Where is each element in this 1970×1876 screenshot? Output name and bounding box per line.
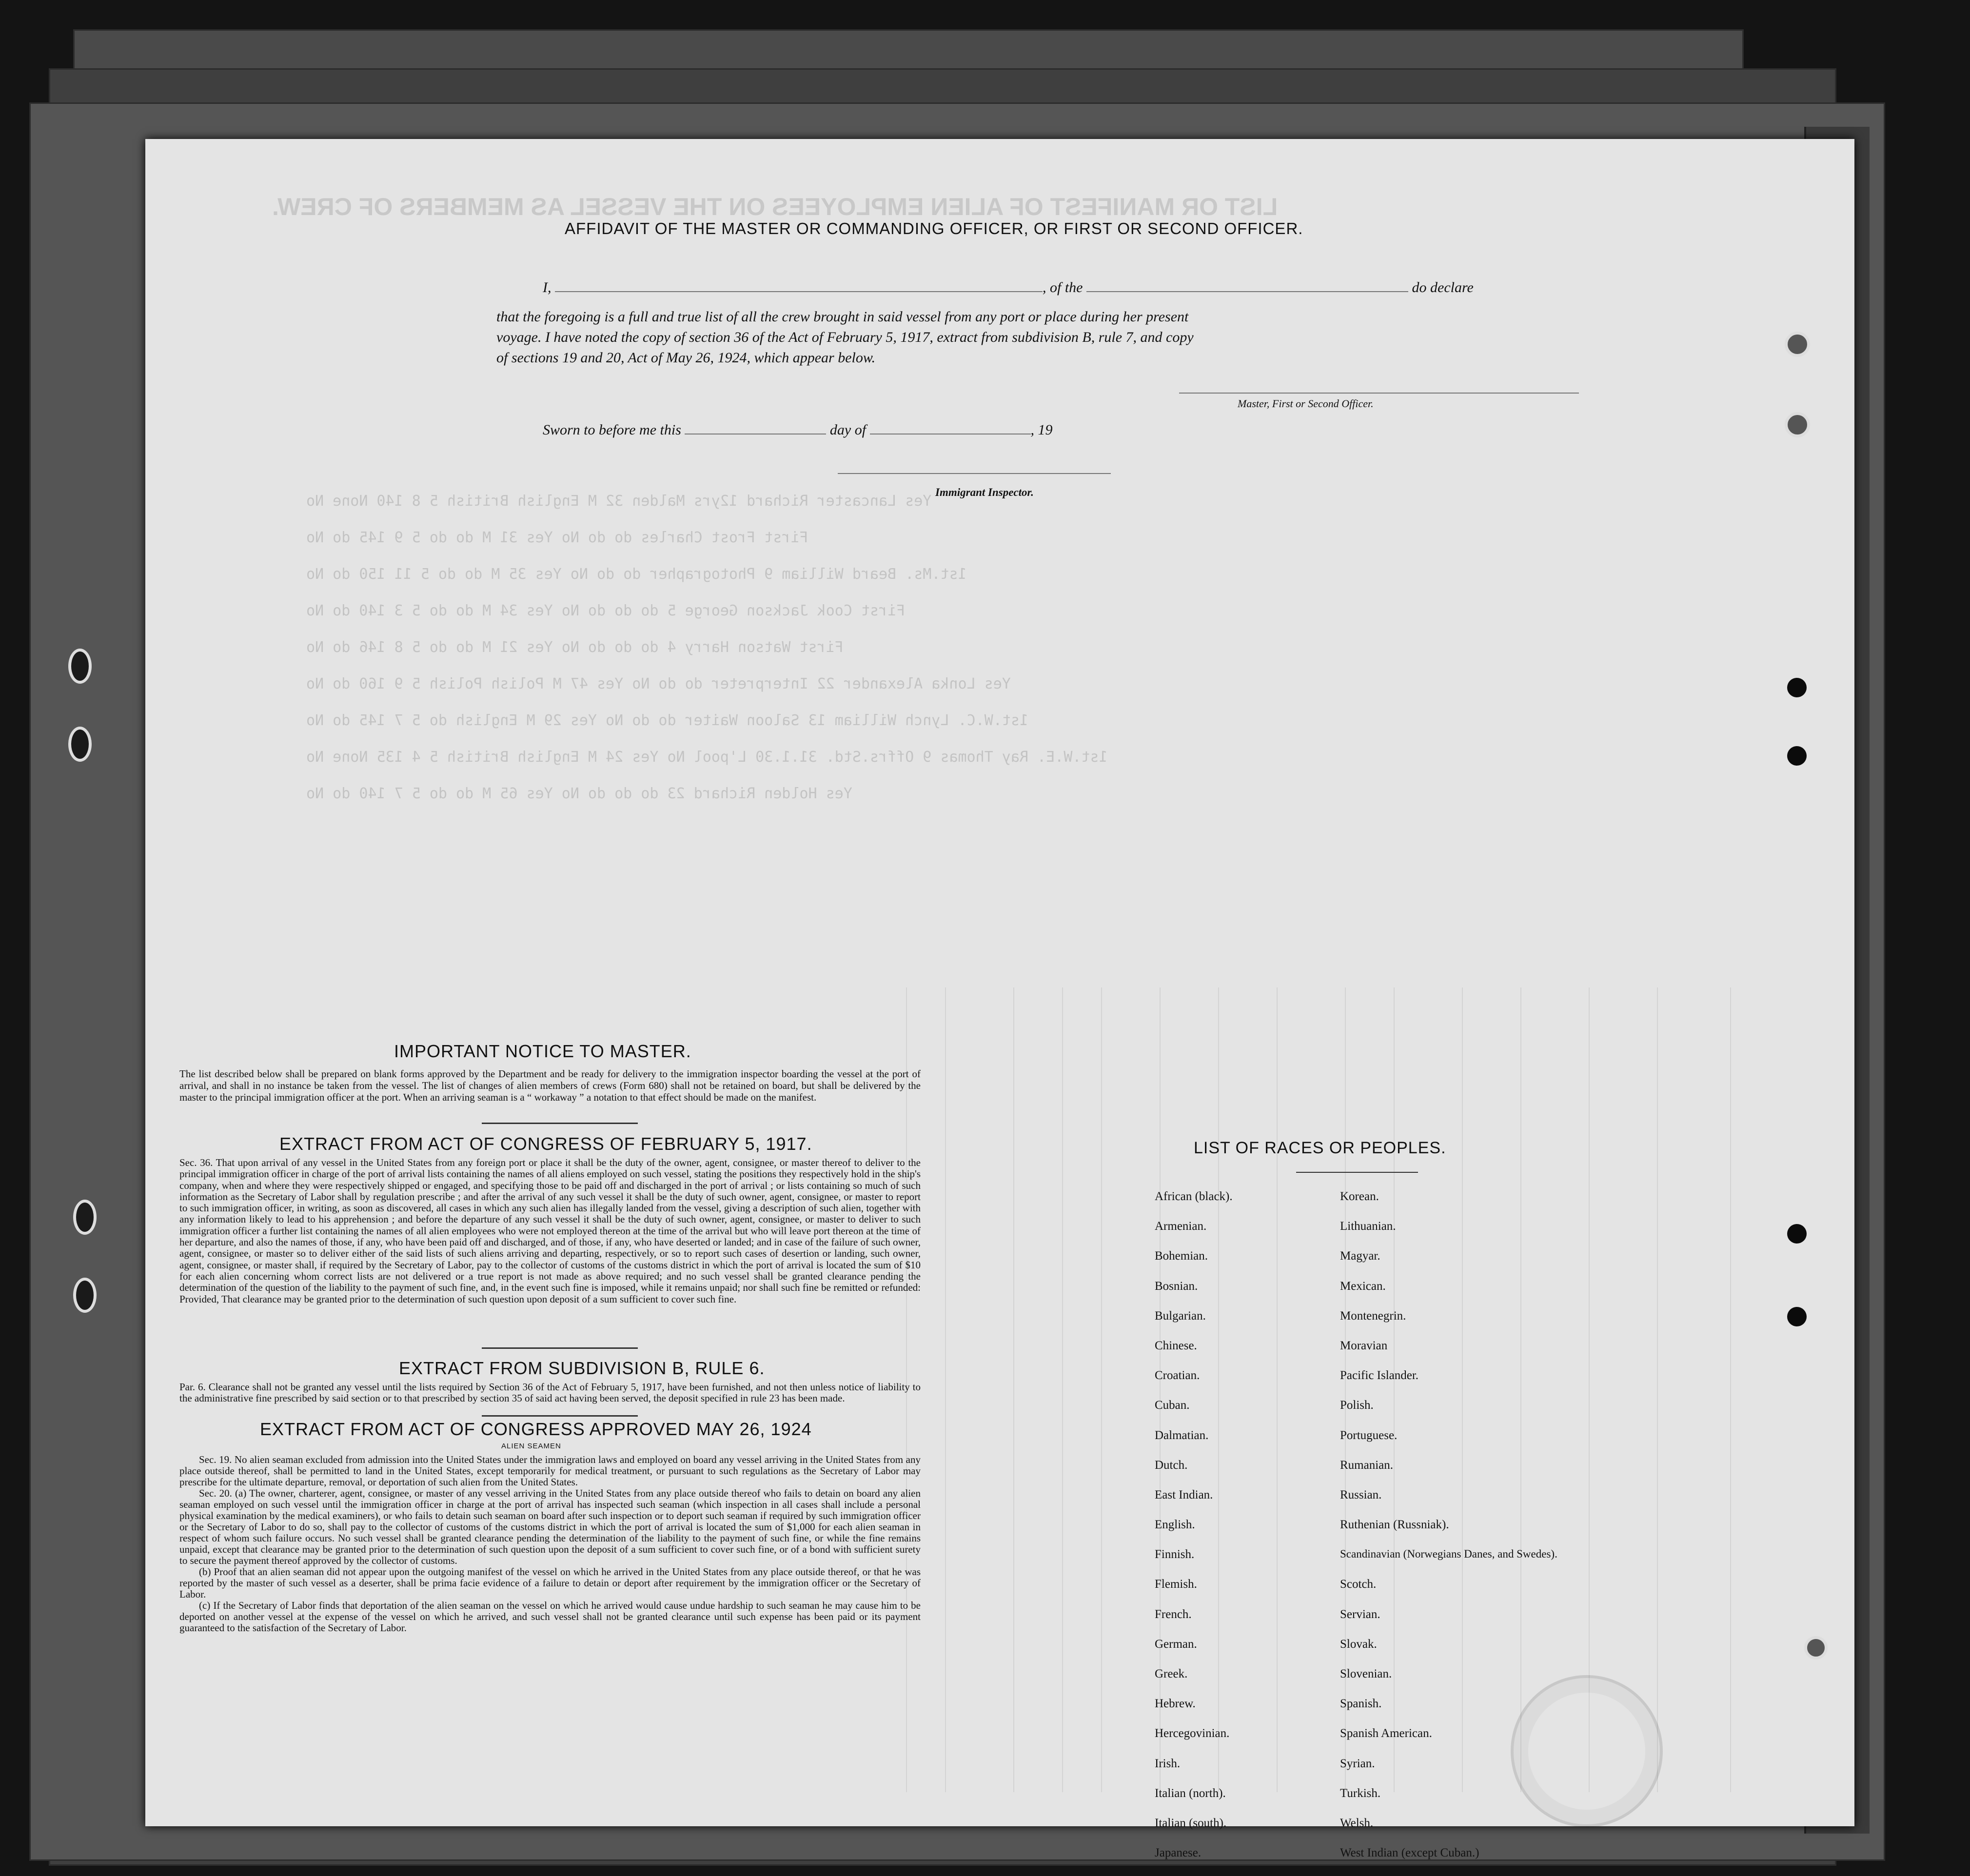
punch-hole (1785, 332, 1810, 357)
sworn-day-of: day of (829, 422, 867, 438)
sec-20a: Sec. 20. (a) The owner, charterer, agent, consignee, or master of any vessel arriving in the United States from any place outside thereof who fails to detain on board any alien seaman employed on such vessel until the immigration officer in charge at the port of arrival has inspected such seaman (which inspection in all cases shall include a personal physical examination by the medical examiners), or who fails to detain such seaman on board after such inspection or to deport such seaman if required by such immigration officer or the Secretary of Labor to do so, shall pay to the collector of customs of the customs district in which the port of arrival is located the sum of $1,000 for each alien seaman in respect of whom such failure occurs. No such vessel shall be granted clearance pending the determination of the liability to the payment of such fine, or while the fine remains unpaid, except that clearance may be granted prior to the determination of such question upon the deposit of a sum sufficient to cover such fine, or of a bond with sufficient surety to secure the payment thereof approved by the collector of customs. (179, 1487, 921, 1566)
race-item: Spanish American. (1340, 1727, 1432, 1740)
races-title: LIST OF RACES OR PEOPLES. (1194, 1139, 1446, 1157)
punch-hole (68, 649, 92, 684)
affidavit-line-2: that the foregoing is a full and true list of all the crew brought in said vessel from any port or place during her present (496, 309, 1189, 325)
extract-rule6-divider (482, 1415, 638, 1417)
race-item: Hebrew. (1155, 1697, 1196, 1711)
master-label: Master, First or Second Officer. (1238, 397, 1374, 410)
sworn-line (543, 422, 1053, 438)
bleed-through-row: 1st.Ms. Beard William 9 Photographer do do No Yes 35 M do do 5 11 150 do No (306, 566, 967, 583)
bleed-through-row: Yes Holden Richard 23 do do do No Yes 65 M do do 5 7 140 do No (306, 785, 852, 802)
race-item: Dalmatian. (1155, 1428, 1209, 1442)
race-item: Syrian. (1340, 1757, 1375, 1770)
affidavit-line-3: voyage. I have noted the copy of section 36 of the Act of February 5, 1917, extract from subdivision B, rule 7, and copy (496, 329, 1194, 345)
race-item: Rumanian. (1340, 1458, 1394, 1472)
race-item: German. (1155, 1637, 1197, 1651)
race-item: Polish. (1340, 1399, 1374, 1412)
sec-20b: (b) Proof that an alien seaman did not appear upon the outgoing manifest of the vessel on which he arrived in the United States from any place outside thereof, or that he was reported by the master of such vessel as a deserter, shall be prima facie evidence of a failure to detain or deport after requirement by the immigration officer or the Secretary of Labor. (179, 1566, 921, 1600)
punch-hole (1787, 746, 1807, 766)
race-item: African (black). (1155, 1190, 1233, 1203)
sworn-year: , 19 (1030, 422, 1053, 438)
bleed-through-row: First Cook Jackson George 5 do do do No Yes 34 M do do 5 3 140 do No (306, 602, 906, 619)
race-item: East Indian. (1155, 1488, 1213, 1501)
inspector-label: Immigrant Inspector. (935, 486, 1034, 498)
race-item: Moravian (1340, 1339, 1388, 1352)
race-item: Welsh. (1340, 1816, 1374, 1830)
race-item: Finnish. (1155, 1548, 1195, 1561)
race-item: Ruthenian (Russniak). (1340, 1518, 1449, 1532)
extract-1924-title: EXTRACT FROM ACT OF CONGRESS APPROVED MAY 26, 1924 (260, 1419, 812, 1439)
race-item: Russian. (1340, 1488, 1382, 1501)
seal-stamp (1511, 1675, 1663, 1827)
extract-rule6-title: EXTRACT FROM SUBDIVISION B, RULE 6. (399, 1358, 765, 1378)
extract-1917-divider (482, 1347, 638, 1349)
race-item: Croatian. (1155, 1369, 1200, 1382)
bleed-through-row: First Watson Harry 4 do do do No Yes 21 M do do 5 8 146 do No (306, 639, 844, 656)
bleed-column-line (945, 987, 946, 1792)
extract-rule6-body: Par. 6. Clearance shall not be granted any vessel until the lists required by Section 36 of the Act of February 5, 1917, have been furnished, and not then unless notice of liability to the administrative fine prescribed by said section or to that prescribed by section 35 of said act having been served, the deposit specified in rule 23 has been made. (179, 1381, 921, 1404)
vessel-blank (1086, 291, 1408, 292)
affidavit-line-4: of sections 19 and 20, Act of May 26, 1924, which appear below. (496, 350, 876, 366)
affidavit-title: AFFIDAVIT OF THE MASTER OR COMMANDING OFFICER, OR FIRST OR SECOND OFFICER. (565, 219, 1303, 237)
extract-1917-body: Sec. 36. That upon arrival of any vessel in the United States from any foreign port or place it shall be the duty of the owner, agent, consignee, or master thereof to deliver to the principal immigration officer in charge of the port of arrival lists containing the names of all aliens employed on such vessel, stating the positions they respectively hold in the ship's company, when and where they were respectively shipped or engaged, and specifying those to be paid off and discharged in the port of arrival ; or lists containing so much of such information as the Secretary of Labor shall by regulation prescribe ; and after the arrival of any such vessel it shall be the duty of such owner, agent, consignee, or master to report to such immigration officer, in writing, as soon as discovered, all cases in which any such alien has illegally landed from the vessel, giving a description of such alien, together with any information likely to lead to his apprehension ; and before the departure of any such vessel it shall be the duty of such owner, agent, consignee, or master to deliver to such immigration officer a further list containing the names of all alien employees who were not employed thereon at the time of the arrival but who will leave port thereon at the time of her departure, and also the names of those, if any, who have been paid off and discharged, and of those, if any, who have deserted or landed; and in case of the failure of such owner, agent, consignee, or master so to deliver either of the said lists of such aliens arriving and departing, respectively, or so to report such cases of desertion or landing, such owner, agent, consignee, or master shall, if required by the Secretary of Labor, pay to the collector of customs of the customs district in which the port of arrival is located the sum of $10 for each alien concerning whom correct lists are not delivered or a true report is not made as above required; and no such vessel shall be granted clearance pending the determination of the question of the liability to the payment of such fine, and, in the event such fine is imposed, while it remains unpaid; nor shall such fine be remitted or refunded: Provided, That clearance may be granted prior to the determination of such question upon deposit of a sum sufficient to cover such fine. (179, 1157, 921, 1305)
race-item: Slovenian. (1340, 1667, 1392, 1680)
bleed-through-row: Yes Lancaster Richard 12yrs Malden 32 M English British 5 8 140 None No (306, 493, 932, 510)
important-notice-body: The list described below shall be prepared on blank forms approved by the Department and be ready for delivery to the immigration inspector boarding the vessel at the port of arrival, and shall in no instance be taken from the vessel. The list of changes of alien members of crews (Form 680) shall not be retained on board, but shall be delivered by the master to the principal immigration officer at the port. When an arriving seaman is a “ workaway ” a notation to that effect should be made on the manifest. (179, 1068, 921, 1103)
punch-hole (68, 727, 92, 762)
affidavit-i: I, (543, 279, 552, 296)
punch-hole (1787, 1224, 1807, 1244)
bleed-through-row: Yes Lonka Alexander 22 Interpreter do do No Yes 47 M Polish Polish 5 9 160 do No (306, 675, 1011, 692)
race-item: Spanish. (1340, 1697, 1382, 1711)
race-item: Armenian. (1155, 1220, 1207, 1233)
race-item: English. (1155, 1518, 1195, 1532)
race-item: Greek. (1155, 1667, 1188, 1680)
races-divider (1296, 1172, 1418, 1173)
punch-hole (1785, 412, 1810, 437)
race-item: Scandinavian (Norwegians Danes, and Swedes). (1340, 1548, 1557, 1560)
bleed-column-line (1062, 987, 1063, 1792)
notice-divider (482, 1123, 638, 1124)
race-item: Chinese. (1155, 1339, 1197, 1352)
race-item: Bohemian. (1155, 1249, 1208, 1263)
sec-19: Sec. 19. No alien seaman excluded from admission into the United States under the immigration laws and employed on board any vessel arriving in the United States from any place outside thereof, shall be permitted to land in the United States, except temporarily for medical treatment, or pursuant to such regulations as the Secretary of Labor may prescribe for the ultimate departure, removal, or deportation of such alien from the United States. (179, 1454, 921, 1488)
race-item: Cuban. (1155, 1399, 1190, 1412)
punch-hole (73, 1200, 97, 1235)
punch-hole (1787, 678, 1807, 697)
race-item: Slovak. (1340, 1637, 1377, 1651)
race-item: Irish. (1155, 1757, 1181, 1770)
bleed-through-row: 1st.W.E. Ray Thomas 9 Offrs.Std. 31.1.30 L'pool No Yes 24 M English British 5 4 135 None No (306, 749, 1108, 766)
affidavit-of-the: , of the (1043, 279, 1083, 296)
bleed-through-row: 1st.W.C. Lynch William 13 Saloon Waiter do do No Yes 29 M English do 5 7 145 do No (306, 712, 1029, 729)
race-item: Scotch. (1340, 1578, 1377, 1591)
race-item: Flemish. (1155, 1578, 1197, 1591)
bleed-column-line (1730, 987, 1731, 1792)
race-item: French. (1155, 1607, 1192, 1621)
extract-1924-body (179, 1454, 921, 1634)
name-blank (555, 291, 1043, 292)
document-page (145, 139, 1854, 1860)
race-item: Japanese. (1155, 1846, 1202, 1860)
bleed-through-header: LIST OR MANIFEST OF ALIEN EMPLOYEES ON THE VESSEL AS MEMBERS OF CREW. (272, 193, 1278, 220)
race-item: Italian (south). (1155, 1816, 1227, 1830)
race-item: Hercegovinian. (1155, 1727, 1230, 1740)
bleed-column-line (1657, 987, 1658, 1792)
extract-1917-title: EXTRACT FROM ACT OF CONGRESS OF FEBRUARY 5, 1917. (279, 1134, 812, 1154)
bleed-column-line (1101, 987, 1102, 1792)
race-item: Italian (north). (1155, 1786, 1226, 1800)
race-item: Korean. (1340, 1190, 1379, 1203)
affidavit-do-declare: do declare (1412, 279, 1474, 296)
race-item: Bosnian. (1155, 1279, 1198, 1293)
race-item: Portuguese. (1340, 1428, 1398, 1442)
race-item: West Indian (except Cuban.) (1340, 1846, 1479, 1860)
punch-hole (73, 1278, 97, 1313)
race-item: Servian. (1340, 1607, 1380, 1621)
race-item: Bulgarian. (1155, 1309, 1206, 1323)
race-item: Dutch. (1155, 1458, 1188, 1472)
inspector-signature-line (838, 473, 1111, 474)
race-item: Turkish. (1340, 1786, 1381, 1800)
bleed-column-line (1013, 987, 1014, 1792)
race-item: Pacific Islander. (1340, 1369, 1419, 1382)
race-item: Lithuanian. (1340, 1220, 1396, 1233)
sec-20c: (c) If the Secretary of Labor finds that deportation of the alien seaman on the vessel on which he arrived would cause undue hardship to such seaman he may cause him to be deported on another vessel at the expense of the vessel on which he arrived, and such vessel shall not be granted clearance until such expense has been paid or its payment guaranteed to the satisfaction of the Secretary of Labor. (179, 1600, 921, 1634)
extract-1924-subtitle: ALIEN SEAMEN (501, 1442, 561, 1450)
affidavit-line-1 (543, 279, 1474, 296)
important-notice-title: IMPORTANT NOTICE TO MASTER. (394, 1041, 691, 1061)
race-item: Magyar. (1340, 1249, 1380, 1263)
punch-hole (1787, 1307, 1807, 1326)
sworn-prefix: Sworn to before me this (543, 422, 681, 438)
punch-hole (1804, 1636, 1828, 1659)
bleed-through-row: First Frost Charles do do No Yes 31 M do do 5 9 145 do No (306, 529, 808, 546)
race-item: Montenegrin. (1340, 1309, 1406, 1323)
master-signature-line (1179, 393, 1579, 394)
race-item: Mexican. (1340, 1279, 1386, 1293)
